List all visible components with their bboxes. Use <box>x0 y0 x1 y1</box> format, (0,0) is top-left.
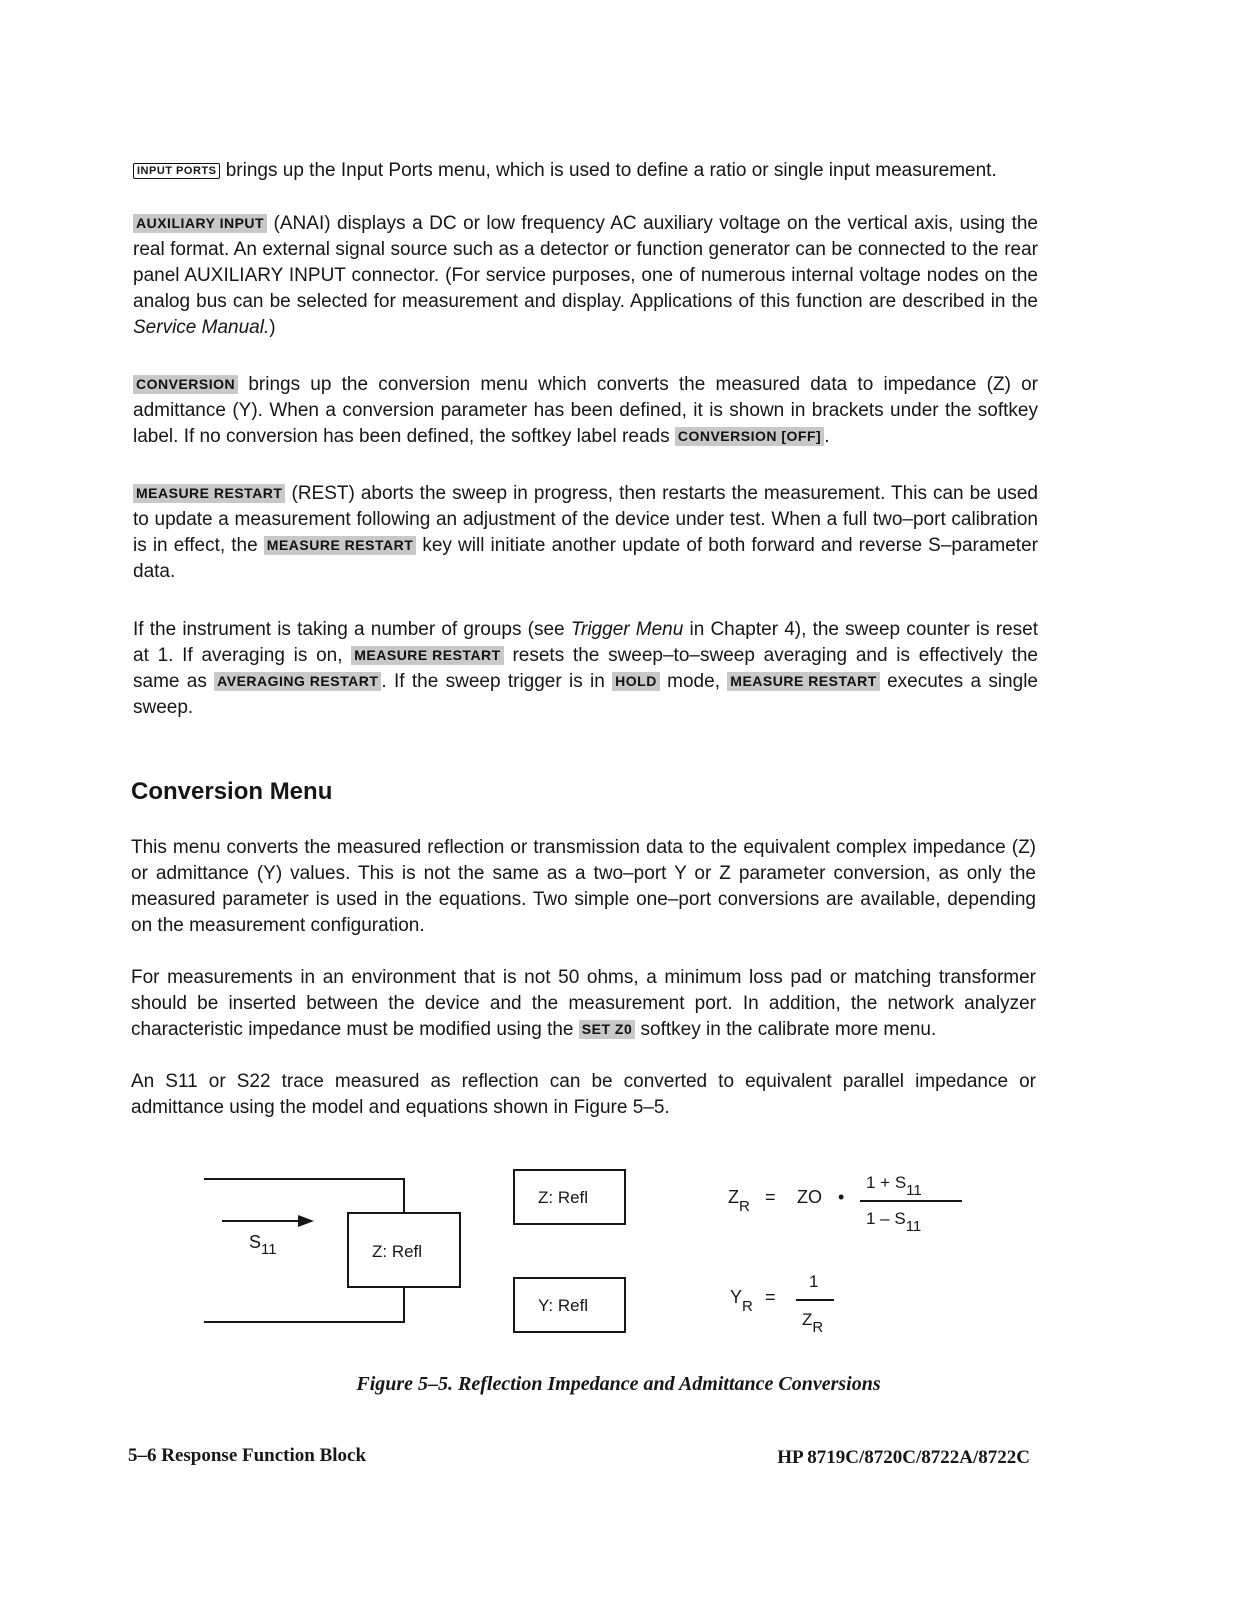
figure-caption: Figure 5–5. Reflection Impedance and Admittance Conversions <box>356 1373 881 1395</box>
dut-label: Z: Refl <box>372 1242 423 1261</box>
paragraph-input-ports <box>133 158 1038 184</box>
z0-symbol: ZO <box>797 1187 822 1207</box>
eq2-denominator: ZR <box>802 1310 824 1336</box>
z-refl-label: Z: Refl <box>538 1188 589 1207</box>
eq1-numerator: 1 + S11 <box>866 1173 922 1199</box>
section-heading: Conversion Menu <box>131 778 333 805</box>
eq2-numerator: 1 <box>809 1272 819 1291</box>
averaging-restart-softkey: AVERAGING RESTART <box>214 672 381 691</box>
eq1-denominator: 1 – S11 <box>866 1209 922 1235</box>
s11-label: $S_{11}$ <box>249 1232 277 1258</box>
paragraph-text: brings up the conversion menu which converts the measured data to impedance (Z) or admittance (Y). When a conversion parameter has been defined, it is shown in brackets under the softkey label. If no conversion has been defined, the softkey label reads <box>133 374 1038 447</box>
paragraph-text: brings up the Input Ports menu, which is used to define a ratio or single input measurement. <box>220 160 997 181</box>
paragraph-text: (ANAI) displays a DC or low frequency AC auxiliary voltage on the vertical axis, using the real format. An external signal source such as a detector or function generator can be connected to the rear panel AUXILIARY INPUT connector. (For service purposes, one of numerous internal voltage nodes on the analog bus can be selected for measurement and display. Applications of this function are described in the <box>133 213 1038 312</box>
paragraph-text: executes a single sweep. <box>133 671 1038 718</box>
set-z0-softkey: SET Z0 <box>579 1020 635 1039</box>
paragraph-text: For measurements in an environment that is not 50 ohms, a minimum loss pad or matching transformer should be inserted between the device and the measurement port. In addition, the network analyzer characteristic impedance must be modified using the <box>131 967 1036 1040</box>
paragraph-text: (REST) aborts the sweep in progress, then restarts the measurement. This can be used to update a measurement following an adjustment of the device under test. When a full two–port calibration is in effect, the <box>133 483 1038 556</box>
top-conductor <box>204 1179 404 1213</box>
paragraph-measure-restart <box>133 481 1038 585</box>
paragraph-s11: An S11 or S22 trace measured as reflection can be converted to equivalent parallel impedance or admittance using the model and equations shown in Figure 5–5. <box>131 1071 1036 1118</box>
paragraph-groups <box>133 617 1038 721</box>
yr-symbol: $Y_R$ <box>730 1287 753 1315</box>
paragraph-auxiliary-input <box>133 211 1038 341</box>
paragraph-conversion <box>133 372 1038 450</box>
paragraph-text: in Chapter 4), the sweep counter is reset at 1. If averaging is on, <box>133 619 1038 666</box>
multiply-dot: • <box>838 1187 845 1207</box>
auxiliary-input-softkey: AUXILIARY INPUT <box>133 214 267 233</box>
measure-restart-softkey: MEASURE RESTART <box>133 484 285 503</box>
paragraph-conversion-menu: This menu converts the measured reflection or transmission data to the equivalent complex impedance (Z) or admittance (Y) values. This is not the same as a two–port Y or Z parameter conversion, as only the measured parameter is used in the equations. Two simple one–port conversions are available, depending on the measurement configuration. <box>131 837 1036 936</box>
measure-restart-softkey: MEASURE RESTART <box>351 646 503 665</box>
paragraph-text: key will initiate another update of both forward and reverse S–parameter data. <box>133 535 1038 582</box>
y-refl-label: Y: Refl <box>538 1296 589 1315</box>
paragraph-environment <box>131 965 1036 1043</box>
input-ports-hardkey: INPUT PORTS <box>133 163 220 179</box>
footer-model: HP 8719C/8720C/8722A/8722C <box>777 1447 1030 1468</box>
paragraph-text: ) <box>269 317 276 338</box>
equals-sign: = <box>765 1287 776 1307</box>
conversion-off-softkey: CONVERSION [OFF] <box>675 427 824 446</box>
paragraph-text: mode, <box>659 671 728 692</box>
equals-sign: = <box>765 1187 776 1207</box>
measure-restart-softkey: MEASURE RESTART <box>727 672 879 691</box>
zr-symbol: $Z_R$ <box>728 1187 750 1215</box>
paragraph-italic: Service Manual. <box>133 317 270 338</box>
paragraph-text: . <box>824 426 830 447</box>
footer-page-section: 5–6 Response Function Block <box>128 1445 367 1466</box>
paragraph-text: resets the sweep–to–sweep averaging and is effectively the same as <box>133 645 1038 692</box>
paragraph-italic: Trigger Menu <box>570 619 684 640</box>
arrow-icon <box>298 1215 314 1227</box>
paragraph-text: . If the sweep trigger is in <box>381 671 613 692</box>
paragraph-text: softkey in the calibrate more menu. <box>635 1019 937 1040</box>
conversion-figure <box>0 1150 1237 1370</box>
paragraph-text: If the instrument is taking a number of groups (see <box>133 619 571 640</box>
measure-restart-softkey: MEASURE RESTART <box>264 536 416 555</box>
conversion-softkey: CONVERSION <box>133 375 238 394</box>
hold-softkey: HOLD <box>612 672 660 691</box>
bottom-conductor <box>204 1287 404 1322</box>
